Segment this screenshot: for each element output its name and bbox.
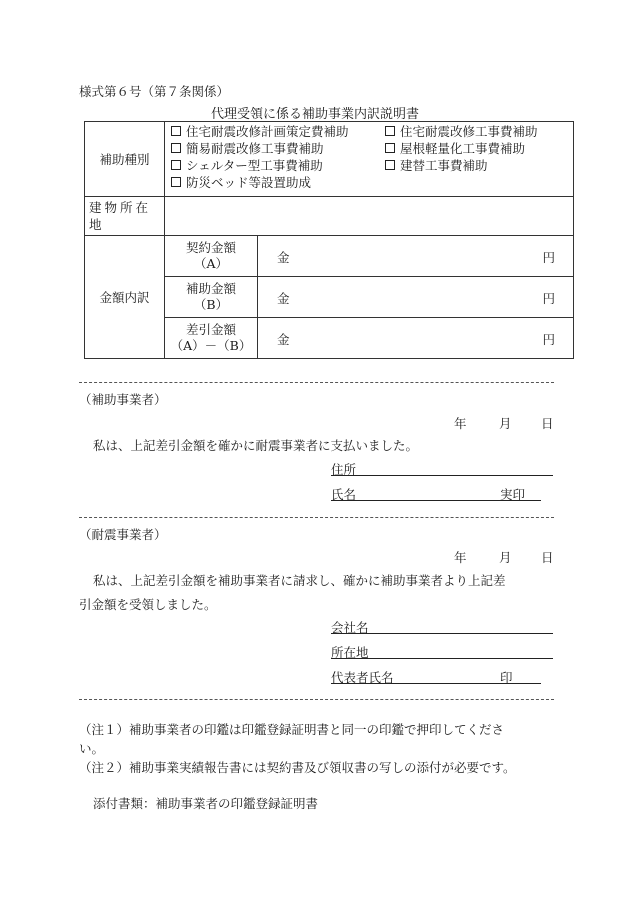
contract-amount-prefix: 金 [277,250,290,265]
difference-amount-prefix: 金 [277,332,290,347]
amount-breakdown-label: 金額内訳 [85,236,165,359]
recipient-name-field[interactable] [331,500,541,501]
recipient-seal-label: 実印 [500,487,526,502]
contract-amount-field[interactable] [258,236,574,277]
recipient-heading: （補助事業者） [79,392,167,407]
recipient-name-label: 氏名 [331,487,357,502]
checkbox[interactable] [385,143,395,153]
subsidy-type-label: 補助種別 [85,122,165,197]
subsidy-type-option[interactable] [171,124,385,140]
contractor-date-month: 月 [499,550,512,565]
contractor-date-year: 年 [454,550,467,565]
checkbox[interactable] [171,143,181,153]
subsidy-type-option[interactable] [171,158,385,174]
contractor-date-day: 日 [541,550,554,565]
subsidy-type-option-label: シェルター型工事費補助 [186,158,323,173]
note-1-line2: い。 [79,741,105,756]
recipient-date-day: 日 [541,416,554,431]
subsidy-type-option[interactable] [385,141,565,157]
subsidy-type-option-label: 建替工事費補助 [400,158,488,173]
difference-amount-unit: 円 [542,332,555,347]
checkbox[interactable] [171,126,181,136]
recipient-address-field[interactable] [331,475,553,476]
contract-amount-label-code: （A） [193,256,229,271]
contractor-seal-label: 印 [500,670,513,685]
subsidy-type-option[interactable] [171,141,385,157]
contractor-company-label: 会社名 [331,620,369,635]
contractor-location-label: 所在地 [331,645,369,660]
contractor-heading: （耐震事業者） [79,527,167,542]
recipient-address-label: 住所 [331,462,357,477]
subsidy-amount-prefix: 金 [277,291,290,306]
location-row [85,197,574,236]
difference-amount-label-text: 差引金額 [185,322,236,337]
checkbox[interactable] [385,160,395,170]
subsidy-amount-field[interactable] [258,277,574,318]
checkbox[interactable] [171,177,181,187]
location-label [85,197,165,236]
location-field[interactable] [165,197,574,236]
subsidy-type-option-label: 簡易耐震改修工事費補助 [186,141,324,156]
subsidy-amount-label-text: 補助金額 [185,281,236,296]
location-label-line1: 建物所在 [89,200,152,215]
contractor-statement-line1: 私は、上記差引金額を補助事業者に請求し、確かに補助事業者より上記差 [93,573,506,588]
difference-amount-label-code: （A）－（B） [170,338,252,353]
subsidy-type-option[interactable] [385,158,565,174]
contractor-statement-line2: 引金額を受領しました。 [79,597,217,612]
contractor-rep-field[interactable] [331,683,541,684]
checkbox[interactable] [385,126,395,136]
contract-amount-label-text: 契約金額 [185,240,236,255]
subsidy-type-option-label: 住宅耐震改修計画策定費補助 [186,124,349,139]
amount-row-contract [85,236,574,277]
subsidy-amount-label-code: （B） [193,297,229,312]
section-divider [79,382,554,383]
subsidy-type-option[interactable] [171,175,385,191]
form-number: 様式第６号（第７条関係） [79,84,230,99]
contract-amount-unit: 円 [542,250,555,265]
subsidy-type-option[interactable] [385,124,565,140]
subsidy-type-option-label: 屋根軽量化工事費補助 [400,141,526,156]
difference-amount-field[interactable] [258,318,574,359]
subsidy-type-option-label: 防災ベッド等設置助成 [186,175,312,190]
subsidy-table [84,121,574,359]
contractor-rep-label: 代表者氏名 [331,670,394,685]
subsidy-amount-label [165,277,258,318]
recipient-statement: 私は、上記差引金額を確かに耐震事業者に支払いました。 [93,438,419,453]
contractor-location-field[interactable] [331,658,553,659]
recipient-date-year: 年 [454,416,467,431]
note-1-line1: （注１）補助事業者の印鑑は印鑑登録証明書と同一の印鑑で押印してくださ [79,722,505,737]
section-divider [79,517,554,518]
checkbox[interactable] [171,160,181,170]
subsidy-type-row [85,122,574,197]
subsidy-amount-unit: 円 [542,291,555,306]
difference-amount-label [165,318,258,359]
subsidy-type-option-label: 住宅耐震改修工事費補助 [400,124,538,139]
location-label-line2: 地 [89,217,105,232]
document-title: 代理受領に係る補助事業内訳説明書 [210,107,419,122]
contract-amount-label [165,236,258,277]
subsidy-type-grid [171,124,567,191]
subsidy-type-options [165,122,574,197]
note-2: （注２）補助事業実績報告書には契約書及び領収書の写しの添付が必要です。 [79,760,516,775]
contractor-company-field[interactable] [331,633,553,634]
attachments-note: 添付書類：補助事業者の印鑑登録証明書 [93,796,319,811]
section-divider [79,699,554,700]
recipient-date-month: 月 [499,416,512,431]
